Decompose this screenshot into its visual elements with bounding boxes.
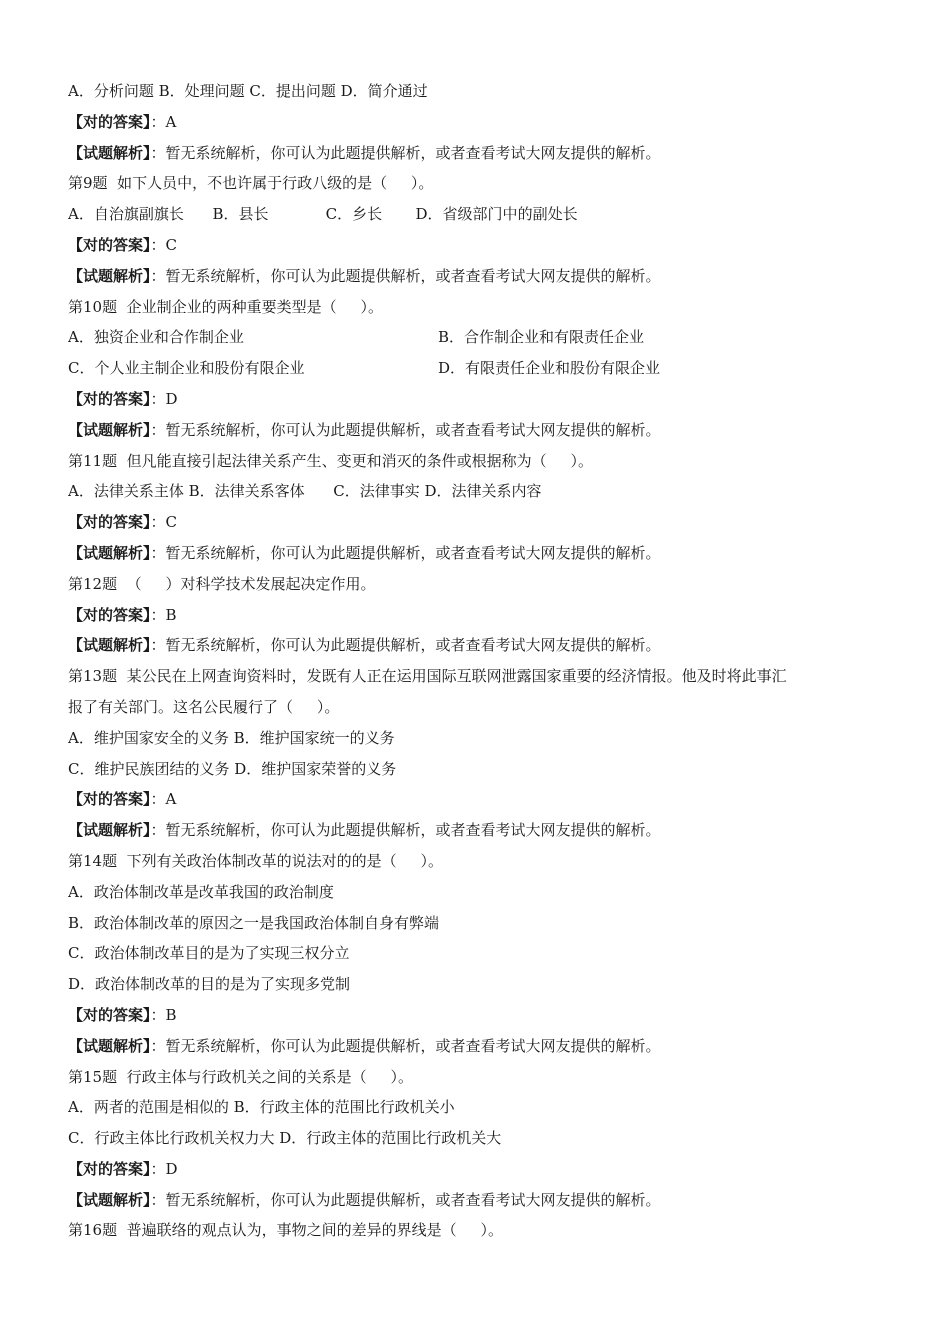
analysis-line (68, 1185, 890, 1216)
text-line (68, 692, 890, 723)
answer-label: 【对的答案】 (68, 605, 151, 624)
question-stem: 第12题 （ ）对科学技术发展起决定作用。 (68, 574, 376, 593)
question-text (68, 569, 890, 600)
option-text: A．政治体制改革是改革我国的政治制度 (68, 882, 334, 901)
question-text (68, 446, 890, 477)
option-text: B．政治体制改革的原因之一是我国政治体制自身有弊端 (68, 913, 440, 932)
answer-line (68, 1000, 890, 1031)
analysis-line (68, 138, 890, 169)
analysis-text: ：暂无系统解析，你可认为此题提供解析，或者查看考试大网友提供的解析。 (150, 420, 661, 439)
question-stem: 第14题 下列有关政治体制改革的说法对的的是（ ）。 (68, 851, 443, 870)
answer-value: ：D (150, 389, 178, 408)
answer-label: 【对的答案】 (68, 1159, 151, 1178)
text-line (68, 723, 890, 754)
option-text: A．两者的范围是相似的 B．行政主体的范围比行政机关小 (68, 1098, 455, 1117)
answer-line (68, 507, 890, 538)
analysis-line (68, 261, 890, 292)
option-left: A．独资企业和合作制企业 (68, 328, 244, 347)
answer-value: ：B (150, 605, 177, 624)
analysis-line (68, 1031, 890, 1062)
question-stem: 第15题 行政主体与行政机关之间的关系是（ ）。 (68, 1067, 413, 1086)
option-right: D．有限责任企业和股份有限企业 (438, 359, 661, 378)
answer-label: 【对的答案】 (68, 513, 151, 532)
option-right: B．合作制企业和有限责任企业 (438, 328, 645, 347)
text-line (68, 76, 890, 107)
answer-line (68, 230, 890, 261)
analysis-label: 【试题解析】 (68, 1190, 151, 1209)
analysis-label: 【试题解析】 (68, 636, 151, 655)
options-line (68, 322, 890, 353)
answer-value: ：A (150, 112, 177, 131)
answer-label: 【对的答案】 (68, 790, 151, 809)
question-text (68, 1215, 890, 1246)
analysis-line (68, 538, 890, 569)
analysis-label: 【试题解析】 (68, 420, 151, 439)
analysis-label: 【试题解析】 (68, 821, 151, 840)
answer-line (68, 1154, 890, 1185)
analysis-line (68, 415, 890, 446)
answer-label: 【对的答案】 (68, 112, 151, 131)
analysis-label: 【试题解析】 (68, 1036, 151, 1055)
analysis-text: ：暂无系统解析，你可认为此题提供解析，或者查看考试大网友提供的解析。 (150, 143, 661, 162)
text-line (68, 1123, 890, 1154)
text-line (68, 476, 890, 507)
option-text: 报了有关部门。这名公民履行了（ ）。 (68, 697, 340, 716)
text-line (68, 877, 890, 908)
option-text: A．分析问题 B．处理问题 C．提出问题 D．简介通过 (68, 82, 428, 100)
answer-line (68, 107, 890, 138)
analysis-text: ：暂无系统解析，你可认为此题提供解析，或者查看考试大网友提供的解析。 (150, 1036, 661, 1055)
option-text: D．政治体制改革的目的是为了实现多党制 (68, 975, 351, 994)
option-text: C．维护民族团结的义务 D．维护国家荣誉的义务 (68, 759, 397, 778)
analysis-text: ：暂无系统解析，你可认为此题提供解析，或者查看考试大网友提供的解析。 (150, 821, 661, 840)
option-text: A．维护国家安全的义务 B．维护国家统一的义务 (68, 728, 395, 747)
analysis-text: ：暂无系统解析，你可认为此题提供解析，或者查看考试大网友提供的解析。 (150, 1190, 661, 1209)
question-stem: 第13题 某公民在上网查询资料时，发既有人正在运用国际互联网泄露国家重要的经济情报。他及时将此事汇 (68, 667, 787, 686)
option-text: A．自治旗副旗长 B．县长 C．乡长 D．省级部门中的副处长 (68, 205, 578, 224)
text-line (68, 969, 890, 1000)
question-stem: 第10题 企业制企业的两种重要类型是（ ）。 (68, 297, 383, 316)
question-text (68, 1062, 890, 1093)
question-text (68, 168, 890, 199)
analysis-text: ：暂无系统解析，你可认为此题提供解析，或者查看考试大网友提供的解析。 (150, 636, 661, 655)
analysis-label: 【试题解析】 (68, 266, 151, 285)
question-stem: 第9题 如下人员中，不也许属于行政八级的是（ ）。 (68, 174, 434, 193)
answer-label: 【对的答案】 (68, 235, 151, 254)
answer-label: 【对的答案】 (68, 389, 151, 408)
option-text: C．政治体制改革目的是为了实现三权分立 (68, 944, 350, 963)
text-line (68, 754, 890, 785)
option-text: C．行政主体比行政机关权力大 D．行政主体的范围比行政机关大 (68, 1129, 502, 1148)
text-line (68, 1092, 890, 1123)
question-text (68, 661, 890, 692)
text-line (68, 908, 890, 939)
analysis-line (68, 815, 890, 846)
question-stem: 第11题 但凡能直接引起法律关系产生、变更和消灭的条件或根据称为（ ）。 (68, 451, 593, 470)
answer-label: 【对的答案】 (68, 1005, 151, 1024)
analysis-label: 【试题解析】 (68, 143, 151, 162)
question-list (68, 76, 890, 1246)
answer-line (68, 784, 890, 815)
options-line (68, 353, 890, 384)
text-line (68, 938, 890, 969)
answer-value: ：C (150, 513, 177, 532)
analysis-text: ：暂无系统解析，你可认为此题提供解析，或者查看考试大网友提供的解析。 (150, 266, 661, 285)
question-stem: 第16题 普遍联络的观点认为，事物之间的差异的界线是（ ）。 (68, 1221, 503, 1240)
question-text (68, 846, 890, 877)
answer-value: ：C (150, 235, 177, 254)
analysis-label: 【试题解析】 (68, 543, 151, 562)
answer-value: ：B (150, 1005, 177, 1024)
analysis-line (68, 630, 890, 661)
answer-line (68, 600, 890, 631)
option-left: C．个人业主制企业和股份有限企业 (68, 359, 305, 378)
answer-line (68, 384, 890, 415)
option-text: A．法律关系主体 B．法律关系客体 C．法律事实 D．法律关系内容 (68, 482, 542, 501)
text-line (68, 199, 890, 230)
answer-value: ：A (150, 790, 177, 809)
analysis-text: ：暂无系统解析，你可认为此题提供解析，或者查看考试大网友提供的解析。 (150, 543, 661, 562)
answer-value: ：D (150, 1159, 178, 1178)
question-text (68, 292, 890, 323)
